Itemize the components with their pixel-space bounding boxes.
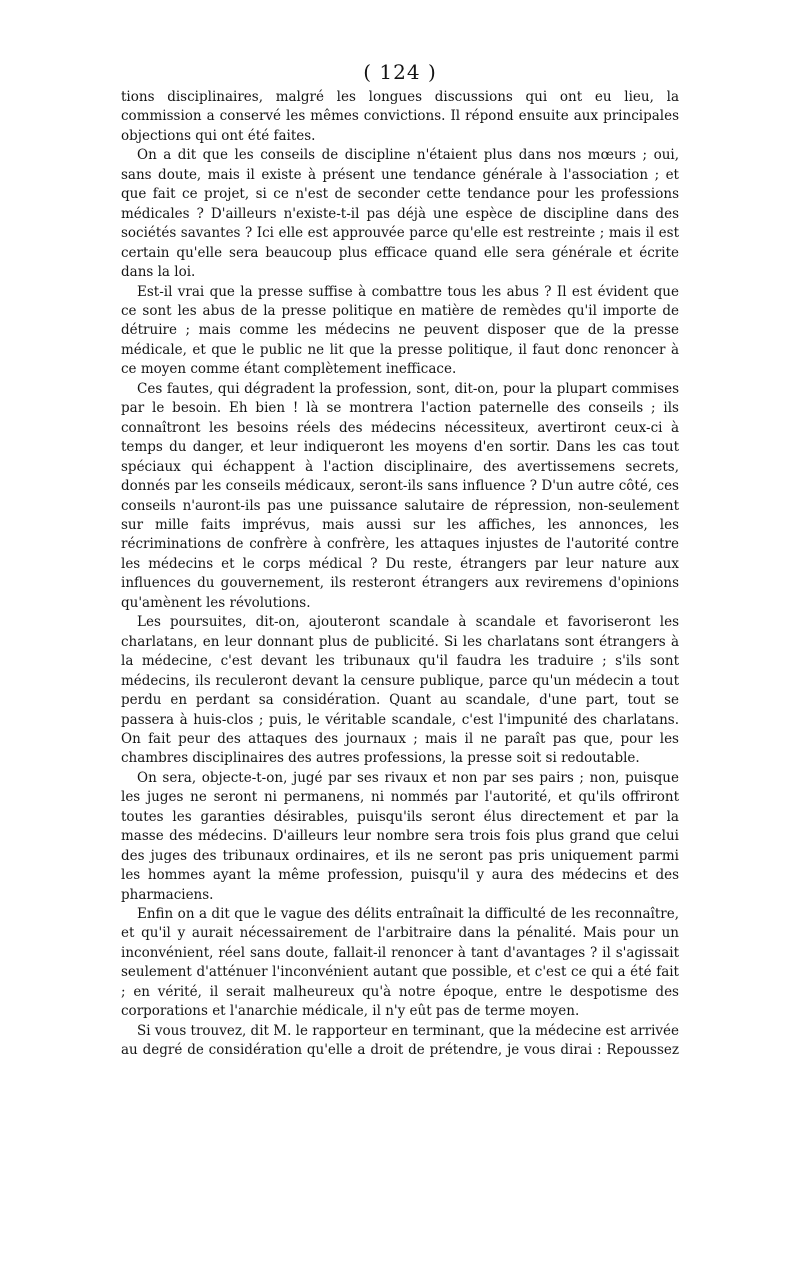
paragraph-continuation: tions disciplinaires, malgré les longues discussions qui ont eu lieu, la commission a conservé les mêmes convictions. Il répond ensuite aux principales objections qui ont été faites. xyxy=(121,89,679,144)
paragraph-vague-delits: Enfin on a dit que le vague des délits entraînait la difficulté de les reconnaître, et qu'il y aurait nécessairement de l'arbitraire dans la pénalité. Mais pour un inconvénient, réel sans doute, fallait-il renoncer à tant d'avantages ? il s'agissait seulement d'atténuer l'inconvénient autant que possible, et c'est ce qui a été fait ; en vérité, il serait malheureux qu'à notre époque, entre le despotisme des corporations et l'anarchie médicale, il n'y eût pas de terme moyen. xyxy=(121,906,679,1020)
body-text xyxy=(121,88,679,1061)
paragraph-juges: On sera, objecte-t-on, jugé par ses rivaux et non par ses pairs ; non, puisque les juges ne seront ni permanens, ni nommés par l'autorité, et qu'ils offriront toutes les garanties désirables, puisqu'ils seront élus directement et par la masse des médecins. D'ailleurs leur nombre sera trois fois plus grand que celui des juges des tribunaux ordinaires, et ils ne seront pas pris uniquement parmi les hommes ayant la même profession, puisqu'il y aura des médecins et des pharmaciens. xyxy=(121,769,679,903)
paragraph-poursuites: Les poursuites, dit-on, ajouteront scandale à scandale et favoriseront les charlatans, en leur donnant plus de publicité. Si les charlatans sont étrangers à la médecine, c'est devant les tribunaux qu'il faudra les traduire ; s'ils sont médecins, ils reculeront devant la censure publique, parce qu'un médecin a tout perdu en perdant sa considération. Quant au scandale, d'une part, tout se passera à huis-clos ; puis, le véritable scandale, c'est l'impunité des charlatans. On fait peur des attaques des journaux ; mais il ne paraît pas que, pour les chambres disciplinaires des autres professions, la presse soit si redoutable. xyxy=(121,614,679,767)
paragraph-rapporteur: Si vous trouvez, dit M. le rapporteur en terminant, que la médecine est arrivée au degré de considération qu'elle a droit de prétendre, je vous dirai : Repoussez xyxy=(121,1022,679,1059)
page-number: ( 124 ) xyxy=(363,60,437,84)
paragraph-presse: Est-il vrai que la presse suffise à combattre tous les abus ? Il est évident que ce sont les abus de la presse politique en matière de remèdes qu'il importe de détruire ; mais comme les médecins ne peuvent disposer que de la presse médicale, et que le public ne lit que la presse politique, il faut donc renoncer à ce moyen comme étant complètement inefficace. xyxy=(121,283,679,378)
paragraph-fautes: Ces fautes, qui dégradent la profession, sont, dit-on, pour la plupart commises par le besoin. Eh bien ! là se montrera l'action paternelle des conseils ; ils connaîtront les besoins réels des médecins nécessiteux, avertiront ceux-ci à temps du danger, et leur indiqueront les moyens d'en sortir. Dans les cas tout spéciaux qui échappent à l'action disciplinaire, des avertissemens secrets, donnés par les conseils médicaux, seront-ils sans influence ? D'un autre côté, ces conseils n'auront-ils pas une puissance salutaire de répression, non-seulement sur mille faits imprévus, mais aussi sur les affiches, les annonces, les récriminations de confrère à confrère, les attaques injustes de l'autorité contre les médecins et le corps médical ? Du reste, étrangers par leur nature aux influences du gouvernement, ils resteront étrangers aux reviremens d'opinions qu'amènent les révolutions. xyxy=(121,380,679,611)
paragraph-discipline-moeurs: On a dit que les conseils de discipline n'étaient plus dans nos mœurs ; oui, sans doute, mais il existe à présent une tendance générale à l'association ; et que fait ce projet, si ce n'est de seconder cette tendance pour les professions médicales ? D'ailleurs n'existe-t-il pas déjà une espèce de discipline dans des sociétés savantes ? Ici elle est approuvée parce qu'elle est restreinte ; mais il est certain qu'elle sera beaucoup plus efficace quand elle sera générale et écrite dans la loi. xyxy=(121,147,679,281)
